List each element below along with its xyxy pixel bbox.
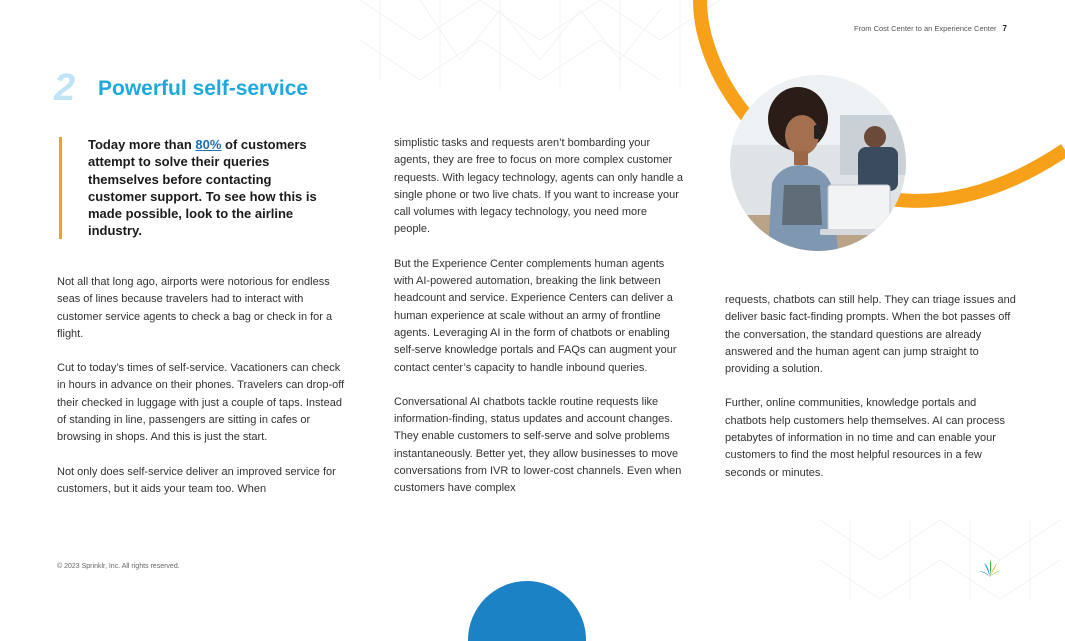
callout-text-before: Today more than xyxy=(88,137,196,152)
page-number: 7 xyxy=(1002,24,1007,33)
paragraph: simplistic tasks and requests aren’t bombarding your agents, they are free to focus on more complex customer requests. With legacy technology, agents can only handle a single phone or two live chats. If you want to increase your call volumes with legacy technology, you need more people. xyxy=(394,137,684,236)
decorative-blue-semicircle xyxy=(468,581,586,641)
callout-stat-link[interactable]: 80% xyxy=(195,137,222,152)
paragraph: Further, online communities, knowledge portals and chatbots help customers help themselves. AI can process petabytes of information in no time and can enable your customers to find the most helpful resources in a few seconds or minutes. xyxy=(725,397,1006,479)
callout-accent-bar xyxy=(59,137,62,239)
footer-copyright: © 2023 Sprinklr, Inc. All rights reserved. xyxy=(57,563,180,570)
paragraph: But the Experience Center complements human agents with AI-powered automation, breaking the link between headcount and service. Experience Centers can deliver a human experience at scale without an army of frontline agents. Leveraging AI in the form of chatbots or enabling self-serve knowledge portals and FAQs can augment your contact center’s capacity to handle inbound queries. xyxy=(394,257,677,374)
section-number: 2 xyxy=(54,67,76,106)
paragraph: Conversational AI chatbots tackle routine requests like information-finding, status updates and account changes. They enable customers to self-serve and solve problems instantaneously. Better yet, they allow businesses to move conversations from IVR to lower-cost channels. Even when customers have complex xyxy=(394,395,682,495)
photo-woman-on-phone xyxy=(730,75,906,251)
paragraph: Cut to today’s times of self-service. Vacationers can check in hours in advance on their phones. Travelers can drop-off their checked in luggage with just a couple of taps. Instead of standing in line, passengers are sitting in cafes or browsing in shops. And this is just the start. xyxy=(57,362,345,444)
paragraph: Not only does self-service deliver an improved service for customers, but it aids your team too. When xyxy=(57,465,336,495)
text-column-3 xyxy=(725,292,1017,499)
page-header xyxy=(854,24,1007,33)
text-column-2 xyxy=(394,135,684,515)
section-title: Powerful self-service xyxy=(98,77,309,100)
sprinklr-logo-icon xyxy=(978,557,1002,579)
section-number-graphic xyxy=(52,66,82,106)
text-column-1 xyxy=(57,274,347,515)
callout-text-after: of customers attempt to solve their queries themselves before contacting customer support. To see how this is made possible, look to the airline industry. xyxy=(88,137,317,239)
callout-quote xyxy=(88,136,328,240)
paragraph: Not all that long ago, airports were notorious for endless seas of lines because travelers had to interact with customer service agents to check a bag or check in for a flight. xyxy=(57,276,333,340)
paragraph: requests, chatbots can still help. They can triage issues and deliver basic fact-finding prompts. When the bot passes off the conversation, the standard questions are already answered and the human agent can jump straight to providing a solution. xyxy=(725,294,1016,376)
document-title: From Cost Center to an Experience Center xyxy=(853,24,997,33)
